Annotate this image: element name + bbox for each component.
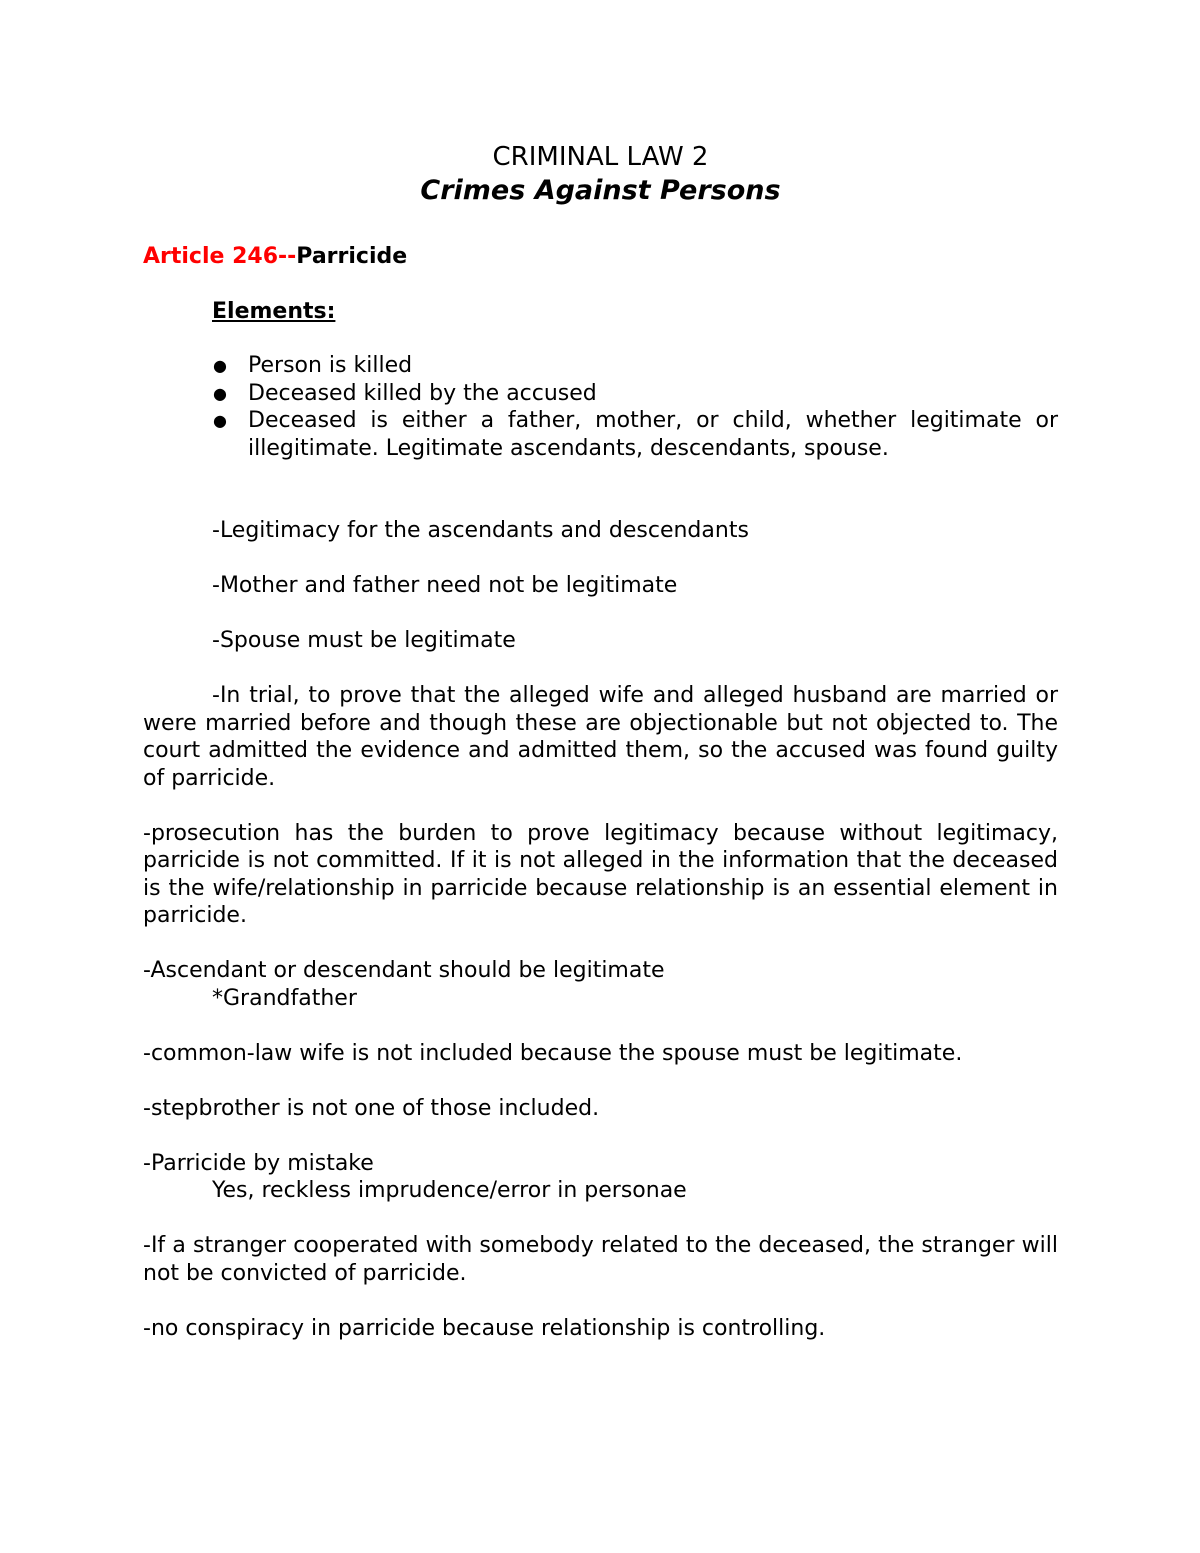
note-trial: -In trial, to prove that the alleged wife and alleged husband are married or were married before and though these are objectionable but not objected to. The court admitted the evidence and admitted them, so the accused was found guilty of parricide. — [143, 683, 1058, 791]
note-stranger: -If a stranger cooperated with somebody related to the deceased, the stranger will not be convicted of parricide. — [143, 1233, 1058, 1286]
element-text: Deceased killed by the accused — [248, 380, 597, 406]
note-mistake-answer: Yes, reckless imprudence/error in personae — [212, 1178, 687, 1203]
elements-list — [143, 352, 1058, 462]
note-mistake: -Parricide by mistake — [143, 1150, 374, 1176]
note-ascendant: -Ascendant or descendant should be legitimate — [143, 958, 665, 983]
note-legitimacy: -Legitimacy for the ascendants and descendants — [212, 518, 749, 543]
note-prosecution: -prosecution has the burden to prove legitimacy because without legitimacy, parricide is not committed. If it is not alleged in the information that the deceased is the wife/relationship in parricide because relationship is an essential element in parricide. — [143, 820, 1058, 928]
note-grandfather: *Grandfather — [212, 985, 357, 1011]
list-item — [213, 352, 1058, 380]
document-title: CRIMINAL LAW 2 — [492, 142, 709, 172]
bullet-icon: ● — [213, 383, 227, 403]
document-subtitle: Crimes Against Persons — [420, 175, 781, 206]
note-stepbrother: -stepbrother is not one of those included. — [143, 1095, 600, 1121]
bullet-icon: ● — [213, 356, 227, 375]
note-mother-father: -Mother and father need not be legitimate — [212, 573, 678, 598]
note-conspiracy: -no conspiracy in parricide because relationship is controlling. — [143, 1315, 826, 1341]
note-spouse: -Spouse must be legitimate — [212, 628, 516, 653]
list-item — [213, 407, 1058, 462]
article-number: Article 246-- — [143, 244, 297, 269]
document-page — [143, 140, 1058, 1342]
article-name: Parricide — [296, 244, 408, 269]
list-item — [213, 380, 1058, 408]
bullet-icon: ● — [213, 411, 227, 430]
elements-label: Elements: — [212, 298, 336, 324]
element-text: Person is killed — [248, 353, 413, 378]
element-text: Deceased is either a father, mother, or child, whether legitimate or illegitimate. Legitimate ascendants, descendants, spouse. — [248, 408, 1058, 461]
article-heading — [143, 243, 1058, 271]
note-common-law: -common-law wife is not included because the spouse must be legitimate. — [143, 1040, 963, 1066]
